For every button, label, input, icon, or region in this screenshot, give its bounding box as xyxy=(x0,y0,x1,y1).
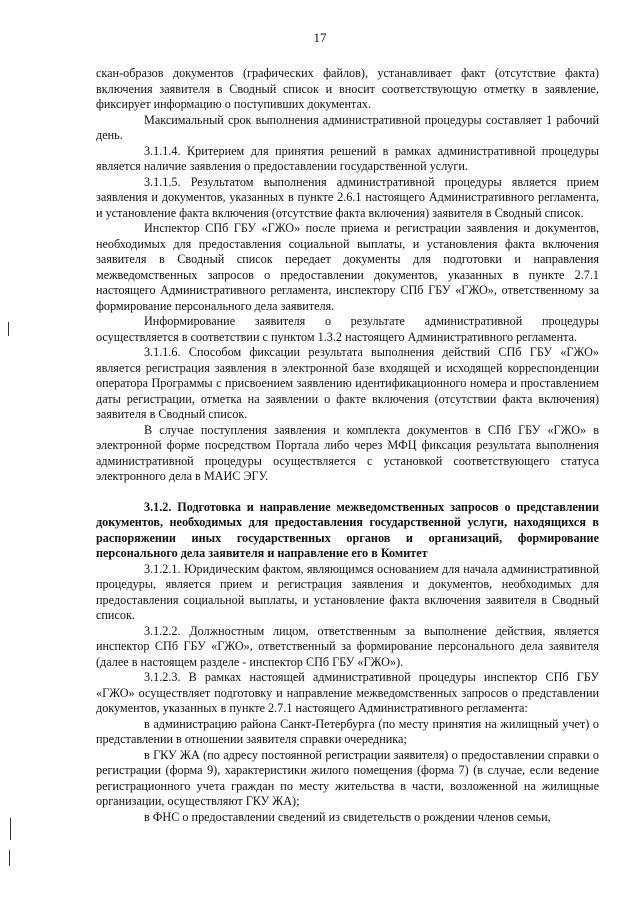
scan-margin-mark xyxy=(10,818,11,840)
section-heading-3-1-2: 3.1.2. Подготовка и направление межведомственных запросов о представлении документов, необходимых для предоставления государственной услуги, находящихся в распоряжении иных государственных органов и организаций, формирование персонального дела заявителя и направление его в Комитет xyxy=(96,499,599,560)
page-number: 17 xyxy=(313,30,327,45)
paragraph-continuation: скан-образов документов (графических файлов), устанавливает факт (отсутствие факта) включения заявителя в Сводный список и вносит соответствующую отметку в заявление, фиксирует информацию о поступивших документах. xyxy=(96,66,599,111)
paragraph-3-1-2-2: 3.1.2.2. Должностным лицом, ответственным за выполнение действия, является инспектор СПб ГБУ «ГЖО», ответственный за формирование персонального дела заявителя (далее в настоящем разделе - инспектор СПб ГБУ «ГЖО»). xyxy=(96,623,599,669)
paragraph-inspector-transfer: Инспектор СПб ГБУ «ГЖО» после приема и регистрации заявления и документов, необходимых для предоставления социальной выплаты, и установления факта включения заявителя в Сводный список передает документы для подготовки и направления межведомственных запросов о предоставлении документов, указанных в пункте 2.7.1 настоящего Административного регламента, инспектору СПб ГБУ «ГЖО», ответственному за формирование персонального дела заявителя. xyxy=(96,221,599,313)
list-item-district-administration: в администрацию района Санкт-Петербурга (по месту принятия на жилищный учет) о представлении в отношении заявителя справки очередника; xyxy=(96,716,599,746)
paragraph-informing: Информирование заявителя о результате административной процедуры осуществляется в соответствии с пунктом 1.3.2 настоящего Административного регламента. xyxy=(96,314,599,344)
scan-margin-mark xyxy=(9,850,10,866)
scan-margin-mark xyxy=(8,322,9,336)
list-item-gku-zha: в ГКУ ЖА (по адресу постоянной регистрации заявителя) о предоставлении справки о регистрации (форма 9), характеристики жилого помещения (форма 7) (в случае, если ведение регистрационного учета граждан по месту жительства в части, возложенной на жилищные организации, осуществляют ГКУ ЖА); xyxy=(96,747,599,808)
paragraph-3-1-2-1: 3.1.2.1. Юридическим фактом, являющимся основанием для начала административной процедуры, является прием и регистрация заявления и документов, необходимых для предоставления социальной выплаты, и установление факта включения заявителя в Сводный список. xyxy=(96,561,599,622)
paragraph-electronic-form: В случае поступления заявления и комплекта документов в СПб ГБУ «ГЖО» в электронной форме посредством Портала либо через МФЦ фиксация результата выполнения административной процедуры осуществляется с установкой соответствующего статуса электронного дела в МАИС ЭГУ. xyxy=(96,422,599,483)
paragraph-3-1-1-4: 3.1.1.4. Критерием для принятия решений в рамках административной процедуры является наличие заявления о предоставлении государственной услуги. xyxy=(96,143,599,173)
document-body xyxy=(96,66,599,825)
list-item-fns: в ФНС о предоставлении сведений из свидетельств о рождении членов семьи, xyxy=(144,809,551,824)
paragraph-3-1-2-3: 3.1.2.3. В рамках настоящей административной процедуры инспектор СПб ГБУ «ГЖО» осуществляет подготовку и направление межведомственных запросов о представлении документов, указанных в пункте 2.7.1 настоящего Административного регламента: xyxy=(96,670,599,715)
paragraph-3-1-1-6: 3.1.1.6. Способом фиксации результата выполнения действий СПб ГБУ «ГЖО» является регистрация заявления в электронной базе входящей и исходящей корреспонденции оператора Программы с присвоением заявлению идентификационного номера и проставлением даты регистрации, отметка на заявлении о факте включения (отсутствии факта включения) заявителя в Сводный список. xyxy=(96,345,599,421)
paragraph-3-1-1-5: 3.1.1.5. Результатом выполнения административной процедуры является прием заявления и документов, указанных в пункте 2.6.1 настоящего Административного регламента, и установление факта включения (отсутствие факта включения) заявителя в Сводный список. xyxy=(96,174,599,220)
paragraph-max-duration: Максимальный срок выполнения административной процедуры составляет 1 рабочий день. xyxy=(96,112,599,142)
